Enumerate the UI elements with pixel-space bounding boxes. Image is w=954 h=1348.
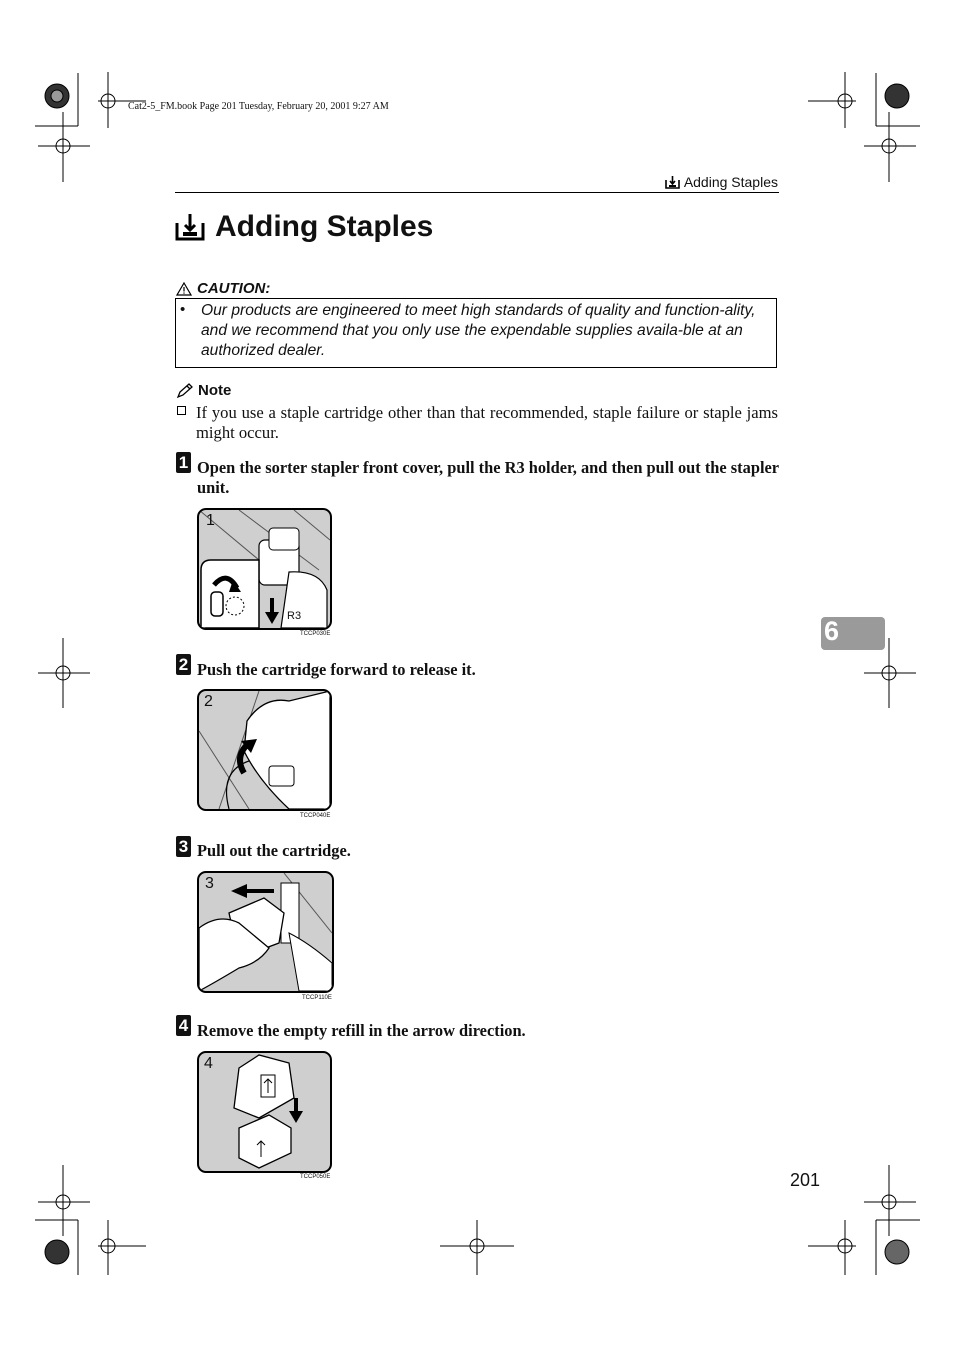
chapter-number: 6 [824,616,840,646]
r3-callout: R3 [287,610,302,622]
step-text-4: Remove the empty refill in the arrow direction. [197,1021,526,1040]
staple-icon [175,213,205,241]
remove-refill-illustration [199,1053,330,1171]
step-number-1: 1 [176,452,191,473]
step-text-3: Pull out the cartridge. [197,841,351,860]
header-rule [175,192,779,193]
page-number: 201 [790,1170,821,1190]
page-title-text: Adding Staples [215,210,434,243]
staple-icon [665,175,680,189]
note-text: If you use a staple cartridge other than that recommended, staple failure or staple jams might occur. [196,403,778,442]
pull-cartridge-illustration [199,873,332,991]
running-header-title: Adding Staples [683,174,778,190]
note-label-text: Note [198,382,232,399]
note-label [176,382,231,399]
figure-step-label: 3 [205,875,214,892]
pencil-icon [176,383,194,399]
figure-step-4 [197,1051,332,1173]
stapler-unit-illustration [199,510,330,628]
page-title [175,210,433,244]
cartridge-release-illustration [199,691,330,809]
step-number-2: 2 [176,654,191,675]
figure-step-2 [197,689,332,811]
figure-step-label: 1 [206,512,215,529]
checkbox-icon [177,406,186,415]
figure-step-3 [197,871,334,993]
warning-icon [176,282,192,296]
figure-step-1 [197,508,332,630]
figure-code: TCCP050E [300,1174,331,1180]
step-text-2: Push the cartridge forward to release it. [197,660,476,679]
figure-code: TCCP040E [300,813,331,819]
figure-code: TCCP030E [300,631,331,637]
running-header [665,174,778,190]
caution-label [176,280,270,297]
figure-step-label: 2 [204,693,213,710]
caution-text: Our products are engineered to meet high standards of quality and function-ality, and we recommend that you only use the expendable supplies availa-ble at an authorized dealer. [201,302,756,359]
step-number-4: 4 [176,1015,191,1036]
step-number-3: 3 [176,836,191,857]
caution-label-text: CAUTION: [197,280,271,297]
step-text-1: Open the sorter stapler front cover, pull the R3 holder, and then pull out the stapler unit. [197,458,779,497]
print-info: Cat2-5_FM.book Page 201 Tuesday, February 20, 2001 9:27 AM [128,101,389,112]
figure-step-label: 4 [204,1055,213,1072]
figure-code: TCCP110E [302,995,332,1001]
caution-bullet: • [180,301,186,318]
